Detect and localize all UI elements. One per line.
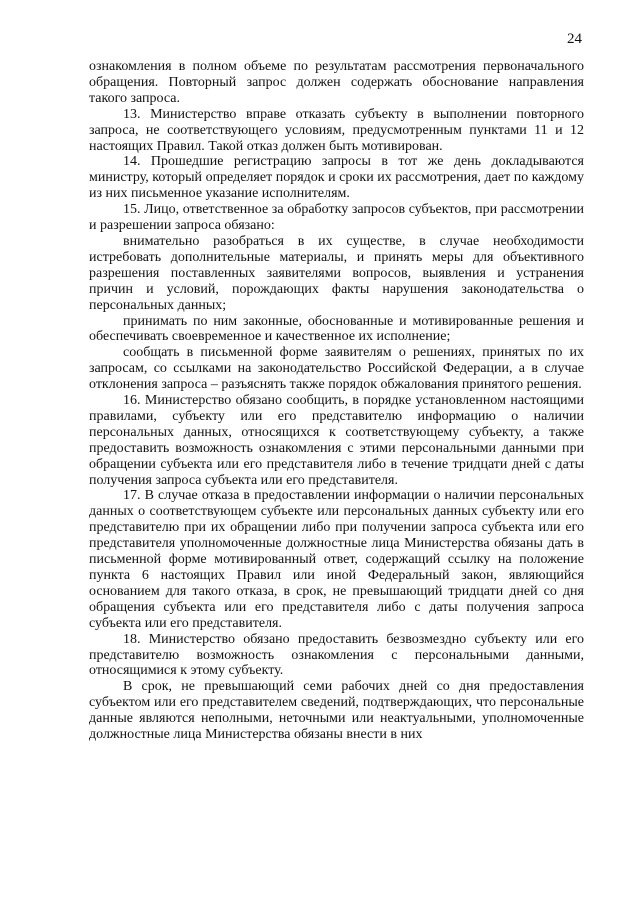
paragraph-item-18-continued: В срок, не превышающий семи рабочих дней со дня предоставления субъектом или его представителем сведений, подтверждающих, что персональные данные являются неполными, неточными или неактуальными, уполномоченные должностные лица Министерства обязаны внести в них <box>89 679 584 743</box>
paragraph-item-15-duty-2: принимать по ним законные, обоснованные и мотивированные решения и обеспечивать своевременное и качественное их исполнение; <box>89 313 584 345</box>
paragraph-item-17: 17. В случае отказа в предоставлении информации о наличии персональных данных о соответствующем субъекте или персональных данных субъекту или его представителю при их обращении либо при получении запроса субъекта или его представителя уполномоченные должностные лица Министерства обязаны дать в письменной форме мотивированный ответ, содержащий ссылку на положение пункта 6 настоящих Правил или иной Федеральный закон, являющийся основанием для такого отказа, в срок, не превышающий тридцати дней со дня обращения субъекта или его представителя либо с даты получения запроса субъекта или его представителя. <box>89 488 584 631</box>
page-number: 24 <box>567 31 582 47</box>
paragraph-item-16: 16. Министерство обязано сообщить, в порядке установленном настоящими правилами, субъекту или его представителю информацию о наличии персональных данных, относящихся к соответствующему субъекту, а также предоставить возможность ознакомления с этими персональными данными при обращении субъекта или его представителя либо в течение тридцати дней с даты получения запроса субъекта или его представителя. <box>89 393 584 488</box>
paragraph-item-14: 14. Прошедшие регистрацию запросы в тот же день докладываются министру, который определяет порядок и сроки их рассмотрения, дает по каждому из них письменное указание исполнителям. <box>89 154 584 202</box>
paragraph-item-18: 18. Министерство обязано предоставить безвозмездно субъекту или его представителю возможность ознакомления с персональными данными, относящимися к этому субъекту. <box>89 631 584 679</box>
paragraph-continuation: ознакомления в полном объеме по результатам рассмотрения первоначального обращения. Повторный запрос должен содержать обоснование направления такого запроса. <box>89 59 584 106</box>
paragraph-item-15: 15. Лицо, ответственное за обработку запросов субъектов, при рассмотрении и разрешении запроса обязано: <box>89 202 584 234</box>
document-body <box>89 59 584 743</box>
paragraph-item-15-duty-3: сообщать в письменной форме заявителям о решениях, принятых по их запросам, со ссылками на законодательство Российской Федерации, а в случае отклонения запроса – разъяснять также порядок обжалования принятого решения. <box>89 345 584 393</box>
paragraph-item-13: 13. Министерство вправе отказать субъекту в выполнении повторного запроса, не соответствующего условиям, предусмотренным пунктами 11 и 12 настоящих Правил. Такой отказ должен быть мотивирован. <box>89 106 584 154</box>
paragraph-item-15-duty-1: внимательно разобраться в их существе, в случае необходимости истребовать дополнительные материалы, и принять меры для объективного разрешения поставленных заявителями вопросов, выявления и устранения причин и условий, порождающих факты нарушения законодательства о персональных данных; <box>89 233 584 313</box>
